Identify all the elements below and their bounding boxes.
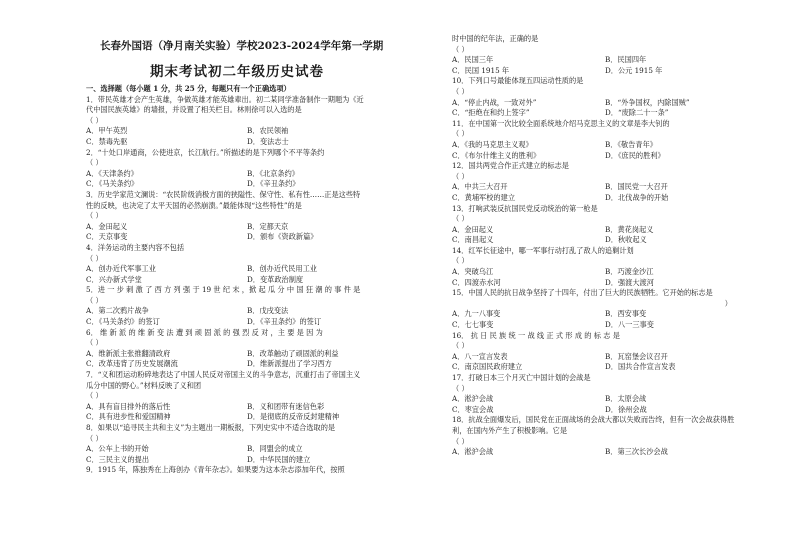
q3-line1: 3．历史学家范文澜说：“农民阶级消极方面的狭隘性、保守性、私有性……正是这些特 <box>86 189 361 199</box>
q15-option-b[interactable]: B．西安事变 <box>605 309 647 319</box>
q11-option-c[interactable]: C．《布尔什维主义的胜利》 <box>452 150 541 160</box>
q18-option-b[interactable]: B．第三次长沙会战 <box>605 447 668 457</box>
q1-option-a[interactable]: A．甲午英烈 <box>86 126 128 136</box>
q2-options-row <box>86 179 408 190</box>
q17-line1: 17．打破日本三个月灭亡中国计划的会战是 <box>452 373 591 382</box>
q7-options-row <box>86 402 408 413</box>
q6-option-b[interactable]: B．改革触动了顽固派的利益 <box>247 348 339 358</box>
q8-option-c[interactable]: C．三民主义的提出 <box>86 454 150 464</box>
q14-option-d[interactable]: D．强渡大渡河 <box>605 277 654 287</box>
q11-line1: 11．在中国第一次比较全面系统地介绍马克思主义的文章是李大钊的 <box>452 118 670 128</box>
q12-option-b[interactable]: B．国民党一大召开 <box>605 182 668 192</box>
q7-options-row <box>86 412 408 423</box>
q7-line2: 瓜分中国的野心。”材料反映了义和团 <box>86 380 202 390</box>
q10-options-row <box>452 98 758 109</box>
q1-line2: 代中国民族英雄》的墙报，并设置了相关栏目。林则徐可以入选的是 <box>86 105 302 115</box>
q9-option-b[interactable]: B．民国四年 <box>605 55 647 65</box>
q17-option-a[interactable]: A．淞沪会战 <box>452 394 494 404</box>
q2-option-a[interactable]: A．《天津条约》 <box>86 168 138 178</box>
q4-line1: 4．洋务运动的主要内容不包括 <box>86 242 185 252</box>
q13-option-b[interactable]: B．黄花岗起义 <box>605 224 654 234</box>
q5-option-a[interactable]: A．第二次鸦片战争 <box>86 306 149 316</box>
q12-option-a[interactable]: A．中共三大召开 <box>452 182 508 192</box>
q10-line1: 10．下列口号最能体现五四运动性质的是 <box>452 76 584 86</box>
q17-options-row <box>452 394 758 405</box>
q4-option-d[interactable]: D．变革政治制度 <box>247 274 304 284</box>
q14-option-c[interactable]: C．四渡赤水河 <box>452 277 501 287</box>
q9-line1: 9．1915 年，陈独秀在上海创办《青年杂志》。如果要为这本杂志添加年代，按照 <box>86 465 345 475</box>
q13-paren: （ ） <box>452 214 469 224</box>
q2-paren: （ ） <box>86 158 103 168</box>
q12-option-d[interactable]: D．北伐战争的开始 <box>605 192 669 202</box>
q1-option-d[interactable]: D．变法志士 <box>247 136 289 146</box>
q1-option-b[interactable]: B．农民领袖 <box>247 126 289 136</box>
q10-option-c[interactable]: C．“拒绝在和约上签字” <box>452 108 530 118</box>
q3-options-row <box>86 232 408 243</box>
q15-line1: 15．中国人民的抗日战争坚持了十四年，付出了巨大的民族牺牲。它开始的标志是 <box>452 288 713 298</box>
q5-options-row <box>86 306 408 317</box>
q1-options-row <box>86 126 408 137</box>
q4-option-a[interactable]: A．创办近代军事工业 <box>86 264 156 274</box>
q6-option-a[interactable]: A．维新派主张推翻清政府 <box>86 348 171 358</box>
q2-option-c[interactable]: C．《马关条约》 <box>86 179 139 189</box>
q8-option-a[interactable]: A．公车上书的开始 <box>86 444 149 454</box>
q9-paren: （ ） <box>452 44 469 54</box>
q6-options-row <box>86 349 408 360</box>
q10-option-d[interactable]: D．“废除二十一条” <box>605 108 669 118</box>
q2-options-row <box>86 169 408 180</box>
q16-paren: （ ） <box>452 341 469 351</box>
q3-option-b[interactable]: B．定都天京 <box>247 221 289 231</box>
q12-options-row <box>452 193 758 204</box>
q5-paren: （ ） <box>86 295 103 305</box>
q9-options-row <box>452 55 758 66</box>
q13-option-c[interactable]: C．南昌起义 <box>452 235 494 245</box>
q13-options-row <box>452 225 758 236</box>
q7-paren: （ ） <box>86 391 103 401</box>
q3-options-row <box>86 222 408 233</box>
q16-line1: 16． 抗 日 民 族 统 一 战 线 正 式 形 成 的 标 志 是 <box>452 330 620 340</box>
school-title: 长春外国语（净月南关实验）学校2023-2024学年第一学期 <box>100 40 384 52</box>
q10-paren: （ ） <box>452 86 469 96</box>
q18-line2: 利，在国内外产生了积极影响。它是 <box>452 425 568 435</box>
q5-option-d[interactable]: D．《辛丑条约》的签订 <box>247 317 322 327</box>
q12-options-row <box>452 182 758 193</box>
q5-line1: 5．进 一 步 刺 激 了 西 方 列 强 于 19 世 纪 末 ，掀 起 瓜 分 中 国 狂 潮 的 事 件 是 <box>86 285 361 295</box>
q14-options-row <box>452 278 758 289</box>
q14-option-a[interactable]: A．突破乌江 <box>452 267 494 277</box>
q15-options-row <box>452 309 758 320</box>
q10-option-b[interactable]: B．“外争国权，内除国贼” <box>605 97 690 107</box>
q16-options-row <box>452 352 758 363</box>
q13-option-d[interactable]: D．秋收起义 <box>605 235 647 245</box>
q8-line1: 8．如果以“追寻民主共和主义”为主题出一期板报，下列史实中不适合选取的是 <box>86 423 336 432</box>
section-heading: 一、选择题（每小题 1 分，共 25 分，每题只有一个正确选项） <box>86 84 291 93</box>
q18-paren: （ ） <box>452 436 469 446</box>
q14-paren: （ ） <box>452 256 469 266</box>
q8-options-row <box>86 444 408 455</box>
q12-paren: （ ） <box>452 171 469 181</box>
q13-options-row <box>452 235 758 246</box>
q5-option-c[interactable]: C．《马关条约》的签订 <box>86 317 160 327</box>
q7-line1: 7．“义和团运动粉碎地表达了中国人民反对帝国主义的斗争意志，沉重打击了帝国主义 <box>86 370 361 380</box>
right-column <box>452 34 758 458</box>
q18-option-a[interactable]: A．淞沪会战 <box>452 447 494 457</box>
q16-option-c[interactable]: C．南京国民政府建立 <box>452 362 523 372</box>
q10-option-a[interactable]: A．“停止内战，一致对外” <box>452 97 537 107</box>
q5-option-b[interactable]: B．戊戌变法 <box>247 306 289 316</box>
q2-option-b[interactable]: B．《北京条约》 <box>247 168 299 178</box>
q7-option-b[interactable]: B．义和团带有迷信色彩 <box>247 401 325 411</box>
q9-option-d[interactable]: D．公元 1915 年 <box>605 65 663 75</box>
q15-options-row <box>452 320 758 331</box>
q3-option-a[interactable]: A．金田起义 <box>86 221 128 231</box>
q6-paren: （ ） <box>86 338 103 348</box>
q11-option-b[interactable]: B．《敬告青年》 <box>605 139 657 149</box>
q3-paren: （ ） <box>86 211 103 221</box>
q1-option-c[interactable]: C．禁毒先驱 <box>86 136 128 146</box>
q8-options-row <box>86 455 408 466</box>
q1-paren: （ ） <box>86 115 103 125</box>
q6-option-c[interactable]: C．改革违背了历史发展潮流 <box>86 359 178 369</box>
q8-paren: （ ） <box>86 433 103 443</box>
q6-options-row <box>86 359 408 370</box>
q1-options-row <box>86 137 408 148</box>
exam-title: 期末考试初二年级历史试卷 <box>150 64 324 80</box>
q11-options-row <box>452 151 758 162</box>
q12-option-c[interactable]: C．黄埔军校的建立 <box>452 192 516 202</box>
q1-line1: 1．带民英雄才会产生英雄，争做英雄才能英雄辈出。初二某同学准备制作一期题为《近 <box>86 94 364 104</box>
q8-option-b[interactable]: B．同盟会的成立 <box>247 444 303 454</box>
q4-options-row <box>86 264 408 275</box>
q13-line1: 13．打响武装反抗国民党反动统治的第一枪是 <box>452 203 598 213</box>
q15-option-c[interactable]: C．七七事变 <box>452 320 494 330</box>
q4-paren: （ ） <box>86 253 103 263</box>
q15-paren: ） <box>724 298 732 308</box>
q7-option-d[interactable]: D．是彻底的反帝反封建精神 <box>247 412 340 422</box>
q4-option-b[interactable]: B．创办近代民用工业 <box>247 264 317 274</box>
q2-line1: 2．“十处口岸通商，公使进京，长江航行。”所描述的是下列哪个不平等条约 <box>86 147 325 157</box>
q11-option-d[interactable]: D．《庶民的胜利》 <box>605 150 665 160</box>
q17-option-b[interactable]: B．太原会战 <box>605 394 647 404</box>
q6-option-d[interactable]: D．维新派提出了学习西方 <box>247 359 332 369</box>
q16-option-b[interactable]: B．瓦窑堡会议召开 <box>605 351 668 361</box>
q13-option-a[interactable]: A．金田起义 <box>452 224 494 234</box>
q11-option-a[interactable]: A．《我的马克思主义观》 <box>452 139 533 149</box>
q15-option-a[interactable]: A．九一八事变 <box>452 309 501 319</box>
q9-option-a[interactable]: A．民国三年 <box>452 55 494 65</box>
q4-options-row <box>86 275 408 286</box>
q16-options-row <box>452 362 758 373</box>
q15-option-d[interactable]: D．八一三事变 <box>605 320 654 330</box>
q2-option-d[interactable]: D．《辛丑条约》 <box>247 179 300 189</box>
q14-option-b[interactable]: B．巧渡金沙江 <box>605 267 654 277</box>
q14-options-row <box>452 267 758 278</box>
q18-line1: 18．抗战全面爆发后，国民党在正面战场的会战大都以失败而告终，但有一次会战获得胜 <box>452 415 735 425</box>
left-column <box>86 84 408 476</box>
q11-paren: （ ） <box>452 129 469 139</box>
q3-option-d[interactable]: D．颁布《资政新篇》 <box>247 232 318 242</box>
q7-option-a[interactable]: A．具有盲目排外的落后性 <box>86 401 171 411</box>
q7-option-c[interactable]: C．具有进步性和爱国精神 <box>86 412 171 422</box>
q14-line1: 14．红军长征途中，哪一军事行动打乱了敌人的追剿计划 <box>452 245 634 255</box>
q4-option-c[interactable]: C．兴办新式学堂 <box>86 274 142 284</box>
q8-option-d[interactable]: D．中华民国的建立 <box>247 454 311 464</box>
q9-line2: 时中国的纪年法，正确的是 <box>452 34 539 43</box>
q17-options-row <box>452 405 758 416</box>
q18-options-row <box>452 447 758 458</box>
q6-line1: 6． 维 新 派 的 维 新 变 法 遭 到 顽 固 派 的 强 烈 反 对 ，主 要 是 因 为 <box>86 327 323 337</box>
q9-option-c[interactable]: C．民国 1915 年 <box>452 65 510 75</box>
q16-option-a[interactable]: A．八一宣言发表 <box>452 351 508 361</box>
q12-line1: 12．国共两党合作正式建立的标志是 <box>452 161 569 171</box>
q9-options-row <box>452 66 758 77</box>
q10-options-row <box>452 108 758 119</box>
q5-options-row <box>86 317 408 328</box>
q17-option-d[interactable]: D．徐州会战 <box>605 404 647 414</box>
q3-option-c[interactable]: C．天京事变 <box>86 232 128 242</box>
q16-option-d[interactable]: D．国共合作宣言发表 <box>605 362 676 372</box>
q3-line2: 性的反映，也决定了太平天国的必然崩溃。”最能体现“这些特性”的是 <box>86 200 302 210</box>
q17-paren: （ ） <box>452 383 469 393</box>
q17-option-c[interactable]: C．枣宜会战 <box>452 404 494 414</box>
q11-options-row <box>452 140 758 151</box>
